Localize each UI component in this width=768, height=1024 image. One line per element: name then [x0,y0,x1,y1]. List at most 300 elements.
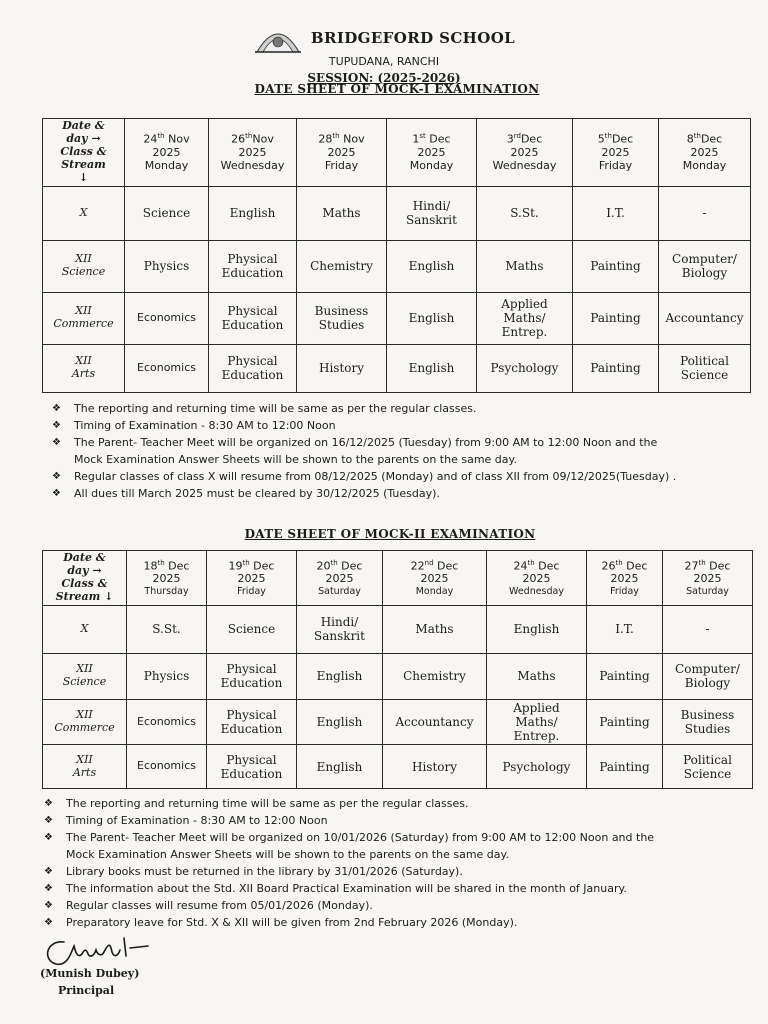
date-weekday: Monday [144,158,189,172]
diamond-bullet-icon: ❖ [52,420,61,431]
date-weekday: Monday [415,586,454,598]
cell-line: Education [220,722,283,737]
note-item [52,400,752,417]
session-title: SESSION: (2025-2026) [307,71,461,85]
subject-cell [297,699,383,744]
note-line: Mock Examination Answer Sheets will be shown to the parents on the same day. [74,453,517,466]
date-suffix: th [693,132,701,141]
mock1-title: DATE SHEET OF MOCK-I EXAMINATION [254,82,540,96]
cell-line: Science [142,206,191,221]
date-month: Dec [622,559,648,573]
date-header-cell [477,119,573,187]
note-item [44,812,754,829]
date-line [300,132,383,147]
date-header-cell [127,551,207,606]
date-weekday: Friday [324,158,359,172]
date-year: 2025 [522,572,551,586]
mock2-header-row [43,551,753,606]
date-suffix: th [615,558,623,567]
date-line [386,559,483,574]
cell-line: Chemistry [403,669,466,684]
date-year: 2025 [690,145,719,159]
school-location: TUPUDANA, RANCHI [328,55,440,68]
diamond-bullet-icon: ❖ [44,798,53,809]
subject-cell [663,653,753,699]
subject-cell [663,745,753,789]
cell-line: Maths/ [515,715,558,730]
note-line: Preparatory leave for Std. X & XII will be given from 2nd February 2026 (Monday). [66,916,518,929]
subject-cell [477,186,573,240]
subject-cell [207,653,297,699]
cell-line: Studies [318,318,365,333]
subject-cell [573,240,659,292]
note-line: The Parent- Teacher Meet will be organized on 10/01/2026 (Saturday) from 9:00 AM to 12:00 Noon and the [66,831,655,844]
cell-line: XII [76,708,93,722]
cell-line: Economics [137,310,196,324]
subject-cell [127,745,207,789]
date-suffix: th [604,132,612,141]
cell-line: Studies [684,722,731,737]
date-suffix: rd [513,132,521,141]
subject-cell [297,344,387,392]
subject-cell [387,186,477,240]
cell-line: I.T. [615,622,634,637]
cell-line: Physics [143,669,190,684]
date-day-number: 26 [231,132,246,146]
date-day-number: 8 [686,132,694,146]
mock2-title: DATE SHEET OF MOCK-II EXAMINATION [244,527,536,541]
stream-cell [43,745,127,789]
cell-line: Arts [71,367,96,381]
subject-cell [487,699,587,744]
date-line [390,132,473,147]
date-day-number: 24 [143,132,158,146]
date-year: 2025 [237,572,266,586]
note-line: Regular classes will resume from 05/01/2026 (Monday). [66,899,373,912]
cell-line: English [316,669,363,684]
date-header-cell [487,551,587,606]
date-month: Nov [164,132,190,146]
cell-line: English [229,206,276,221]
cell-line: Physical [226,752,277,767]
cell-line: day → [66,131,101,145]
principal-role: Principal [58,984,115,997]
date-suffix: th [245,132,253,141]
cell-line: Maths [322,206,361,221]
mock1-header-row [43,119,751,187]
cell-line: Hindi/ [320,615,359,630]
stream-cell [43,344,125,392]
mock1-row-xii-science [43,240,751,292]
mock1-row-xii-commerce [43,292,751,344]
subject-cell [487,745,587,789]
date-suffix: th [242,558,250,567]
date-day-number: 18 [143,559,158,573]
date-header-cell [297,119,387,187]
cell-line: X [80,621,89,635]
date-year: 2025 [610,572,639,586]
date-weekday: Wednesday [492,158,557,172]
date-year: 2025 [510,145,539,159]
diamond-bullet-icon: ❖ [44,917,53,928]
cell-line: English [408,361,455,376]
cell-line: Economics [137,714,196,728]
subject-cell [297,605,383,653]
date-month: Dec [705,559,731,573]
cell-line: Science [680,368,729,383]
cell-line: Sanskrit [406,213,457,228]
date-day-number: 27 [684,559,699,573]
cell-line: Education [221,318,284,333]
subject-cell [663,699,753,744]
subject-cell [587,653,663,699]
date-suffix: th [527,558,535,567]
cell-line: Applied [501,297,548,312]
date-month: Dec [700,132,723,146]
corner-cell [43,119,125,187]
cell-line: Education [220,766,283,781]
cell-line: Computer/ [672,252,737,267]
mock2-row-xii-arts [43,745,753,789]
date-weekday: Friday [610,586,639,598]
subject-cell [659,240,751,292]
note-item [52,468,752,485]
subject-cell [573,344,659,392]
date-weekday: Thursday [144,586,189,598]
cell-line: Painting [590,361,641,376]
diamond-bullet-icon: ❖ [44,815,53,826]
corner-cell [43,551,127,606]
cell-line: Commerce [53,317,114,331]
date-weekday: Friday [237,586,266,598]
date-day-number: 22 [410,559,425,573]
subject-cell [663,605,753,653]
date-month: Dec [249,559,275,573]
date-day-number: 19 [228,559,243,573]
subject-cell [387,344,477,392]
cell-line: Psychology [502,759,571,774]
cell-line: S.St. [510,206,539,221]
note-item [52,485,752,502]
date-header-cell [387,119,477,187]
date-weekday: Monday [682,158,727,172]
subject-cell [587,699,663,744]
date-year: 2025 [325,572,354,586]
date-weekday: Monday [409,158,454,172]
date-header-cell [383,551,487,606]
subject-cell [207,605,297,653]
date-day-number: 28 [318,132,333,146]
cell-line: Entrep. [513,729,560,744]
cell-line: Physical [227,354,278,369]
cell-line: Science [683,766,732,781]
date-year: 2025 [693,572,722,586]
subject-cell [477,240,573,292]
subject-cell [573,186,659,240]
date-year: 2025 [152,145,181,159]
cell-line: Date & [62,119,105,132]
cell-line: English [513,622,560,637]
cell-line: Education [220,676,283,691]
cell-line: Painting [599,759,650,774]
date-month: Nov [252,132,274,146]
note-item [44,795,754,812]
date-suffix: th [157,558,165,567]
subject-cell [383,605,487,653]
note-item [52,434,752,468]
note-item [44,829,754,863]
diamond-bullet-icon: ❖ [52,471,61,482]
cell-line: English [408,311,455,326]
date-day-number: 20 [316,559,331,573]
subject-cell [383,653,487,699]
subject-cell [207,745,297,789]
note-line: The Parent- Teacher Meet will be organized on 16/12/2025 (Tuesday) from 9:00 AM to 12:00 Noon and the [74,436,658,449]
cell-line: XII [75,252,92,266]
cell-line: Education [221,266,284,281]
date-weekday: Friday [598,158,633,172]
cell-line: Maths [517,669,556,684]
date-suffix: th [157,132,165,141]
note-line: Timing of Examination - 8:30 AM to 12:00 Noon [66,814,328,827]
subject-cell [487,605,587,653]
cell-line: day → [67,563,102,577]
date-year: 2025 [238,145,267,159]
cell-line: Stream ↓ [55,589,114,603]
date-month: Dec [534,559,560,573]
mock1-row-x [43,186,751,240]
date-line [590,559,659,574]
school-emblem-icon [253,22,303,54]
subject-cell [297,292,387,344]
date-day-number: 26 [601,559,616,573]
subject-cell [383,745,487,789]
date-month: Dec [337,559,363,573]
cell-line: English [316,715,363,730]
subject-cell [659,186,751,240]
cell-line: Business [314,304,369,319]
stream-cell [43,292,125,344]
date-line [212,132,293,147]
cell-line: Physical [226,662,277,677]
cell-line: XII [75,354,92,368]
diamond-bullet-icon: ❖ [52,437,61,448]
cell-line: Science [61,265,106,279]
cell-line: XII [76,662,93,676]
date-suffix: st [419,132,426,141]
note-item [44,897,754,914]
stream-cell [43,605,127,653]
cell-line: Chemistry [310,259,373,274]
cell-line: Science [227,622,276,637]
cell-line: Physical [226,707,277,722]
school-name: BRIDGEFORD SCHOOL [310,29,516,47]
cell-line: Maths/ [503,311,546,326]
cell-line: History [411,759,458,774]
date-year: 2025 [152,572,181,586]
date-line [666,559,749,574]
subject-cell [383,699,487,744]
stream-cell [43,240,125,292]
subject-cell [297,653,383,699]
subject-cell [125,292,209,344]
note-line: Timing of Examination - 8:30 AM to 12:00 Noon [74,419,336,432]
date-line [480,132,569,147]
cell-line: ↓ [78,170,89,184]
date-header-cell [587,551,663,606]
subject-cell [659,292,751,344]
date-year: 2025 [601,145,630,159]
cell-line: Physical [227,252,278,267]
subject-cell [209,344,297,392]
cell-line: Painting [590,311,641,326]
subject-cell [587,605,663,653]
mock2-notes [44,795,754,931]
cell-line: X [79,205,88,219]
date-month: Dec [433,559,459,573]
subject-cell [659,344,751,392]
subject-cell [125,344,209,392]
diamond-bullet-icon: ❖ [44,883,53,894]
date-month: Dec [425,132,451,146]
date-header-cell [207,551,297,606]
subject-cell [387,240,477,292]
subject-cell [477,292,573,344]
date-month: Dec [164,559,190,573]
subject-cell [209,240,297,292]
diamond-bullet-icon: ❖ [52,403,61,414]
date-suffix: th [698,558,706,567]
note-line: All dues till March 2025 must be cleared by 30/12/2025 (Tuesday). [74,487,440,500]
date-line [576,132,655,147]
cell-line: Education [221,368,284,383]
note-item [52,417,752,434]
note-item [44,880,754,897]
date-header-cell [663,551,753,606]
stream-cell [43,186,125,240]
cell-line: Biology [681,266,728,281]
subject-cell [125,186,209,240]
date-line [130,559,203,574]
cell-line: Computer/ [675,662,740,677]
subject-cell [209,186,297,240]
stream-cell [43,653,127,699]
cell-line: Applied [513,700,560,715]
principal-name: (Munish Dubey) [40,967,140,980]
cell-line: S.St. [152,622,181,637]
note-line: Mock Examination Answer Sheets will be shown to the parents on the same day. [66,848,509,861]
date-header-cell [209,119,297,187]
cell-line: Psychology [490,361,559,376]
cell-line: Maths [505,259,544,274]
diamond-bullet-icon: ❖ [44,900,53,911]
cell-line: Stream [61,157,106,171]
cell-line: Business [680,707,735,722]
date-line [128,132,205,147]
school-title-row [0,22,768,54]
subject-cell [573,292,659,344]
note-item [44,914,754,931]
subject-cell [209,292,297,344]
date-year: 2025 [327,145,356,159]
cell-line: Class & [60,144,107,158]
date-line [662,132,747,147]
stream-cell [43,699,127,744]
cell-line: - [705,622,710,637]
cell-line: Sanskrit [314,629,365,644]
date-header-cell [573,119,659,187]
note-line: The information about the Std. XII Board Practical Examination will be shared in the month of January. [66,882,627,895]
cell-line: History [318,361,365,376]
date-weekday: Wednesday [220,158,285,172]
subject-cell [127,605,207,653]
date-year: 2025 [417,145,446,159]
cell-line: Painting [599,715,650,730]
date-header-cell [659,119,751,187]
cell-line: Painting [590,259,641,274]
cell-line: Science [62,675,107,689]
diamond-bullet-icon: ❖ [52,488,61,499]
note-line: Regular classes of class X will resume from 08/12/2025 (Monday) and of class XII from 09/12/2025(Tuesday) . [74,470,677,483]
date-suffix: th [332,132,340,141]
note-line: Library books must be returned in the library by 31/01/2026 (Saturday). [66,865,463,878]
diamond-bullet-icon: ❖ [44,832,53,843]
date-weekday: Saturday [318,586,361,598]
date-day-number: 24 [513,559,528,573]
principal-signature [38,930,158,970]
date-year: 2025 [420,572,449,586]
mock1-row-xii-arts [43,344,751,392]
date-month: Nov [339,132,365,146]
cell-line: Commerce [54,721,115,735]
cell-line: English [408,259,455,274]
date-suffix: th [330,558,338,567]
cell-line: Arts [72,765,97,779]
date-day-number: 1 [412,132,420,146]
subject-cell [127,699,207,744]
subject-cell [125,240,209,292]
mock2-row-xii-commerce [43,699,753,744]
mock2-row-xii-science [43,653,753,699]
date-month: Dec [520,132,543,146]
cell-line: Maths [415,622,454,637]
cell-line: Accountancy [665,311,744,326]
subject-cell [587,745,663,789]
note-line: The reporting and returning time will be same as per the regular classes. [74,402,477,415]
cell-line: Political [680,354,729,369]
cell-line: XII [76,752,93,766]
cell-line: - [702,206,707,221]
date-line [210,559,293,574]
date-month: Dec [611,132,634,146]
cell-line: Economics [137,759,196,773]
date-day-number: 5 [597,132,605,146]
subject-cell [127,653,207,699]
diamond-bullet-icon: ❖ [44,866,53,877]
date-line [490,559,583,574]
document-header [0,22,768,85]
subject-cell [297,186,387,240]
note-item [44,863,754,880]
mock1-date-sheet-table [42,118,751,393]
date-weekday: Saturday [686,586,729,598]
subject-cell [387,292,477,344]
date-day-number: 3 [506,132,514,146]
cell-line: Entrep. [501,325,548,340]
subject-cell [297,240,387,292]
subject-cell [297,745,383,789]
cell-line: XII [75,304,92,318]
